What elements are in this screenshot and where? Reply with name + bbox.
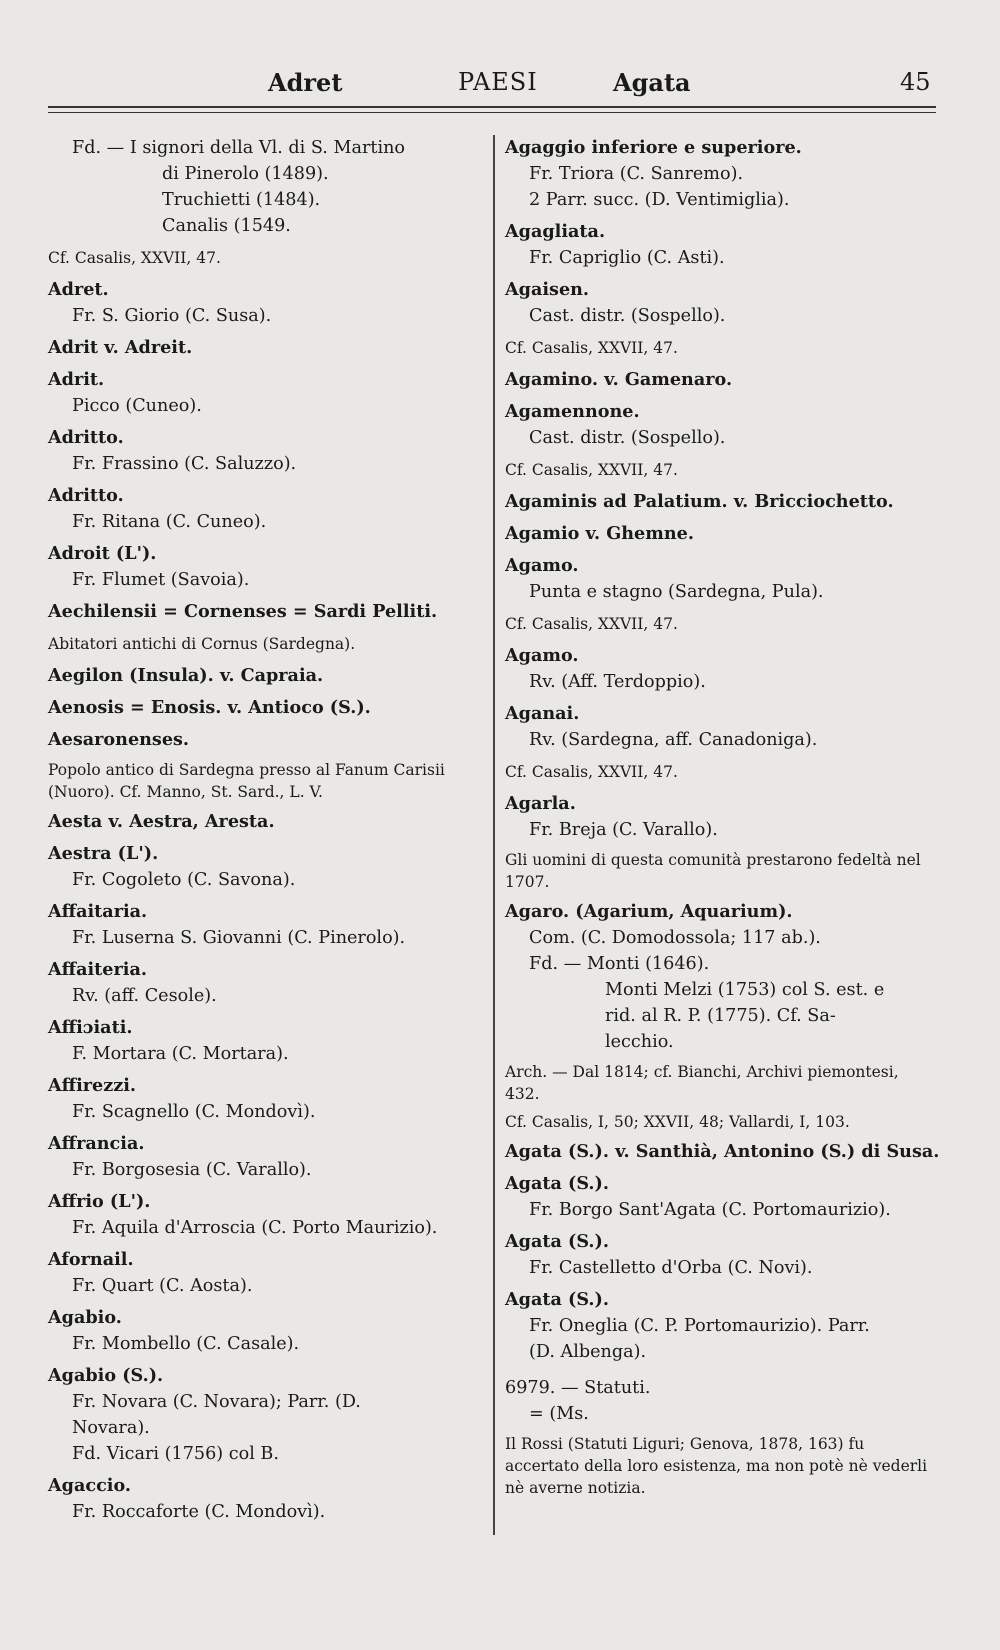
header-rule-thick bbox=[48, 106, 936, 108]
reference-note: Cf. Casalis, XXVII, 47. bbox=[505, 763, 678, 781]
entry-heading: Adritto. bbox=[48, 427, 124, 448]
entry-heading: Agaggio inferiore e superiore. bbox=[505, 137, 802, 158]
entry-heading: Agabio (S.). bbox=[48, 1365, 164, 1386]
entry-line: Fr. Quart (C. Aosta). bbox=[72, 1276, 253, 1296]
reference-note: Cf. Casalis, XXVII, 47. bbox=[505, 339, 678, 357]
entry-heading: Agaccio. bbox=[48, 1475, 132, 1496]
entry-heading: Agabio. bbox=[48, 1307, 122, 1328]
entry-heading: Agata (S.). v. Santhià, Antonino (S.) di Susa. bbox=[505, 1141, 940, 1162]
entry-line: Fr. Luserna S. Giovanni (C. Pinerolo). bbox=[72, 928, 406, 948]
entry-line: 2 Parr. succ. (D. Ventimiglia). bbox=[529, 190, 790, 210]
entry-heading: Agaisen. bbox=[505, 279, 590, 300]
entry-heading: Aesaronenses. bbox=[48, 729, 190, 750]
entry-heading: Agamennone. bbox=[505, 401, 640, 422]
entry-line: di Pinerolo (1489). bbox=[162, 164, 329, 184]
header-right-word: Agata bbox=[613, 68, 691, 97]
entry-line: Fr. Flumet (Savoia). bbox=[72, 570, 250, 590]
entry-line: Fr. Castelletto d'Orba (C. Novi). bbox=[529, 1258, 813, 1278]
page-number: 45 bbox=[900, 68, 931, 96]
reference-note: Cf. Casalis, XXVII, 47. bbox=[48, 249, 221, 267]
entry-heading: Adrit. bbox=[48, 369, 105, 390]
entry-heading: Agata (S.). bbox=[505, 1289, 609, 1310]
header-left-word: Adret bbox=[268, 68, 343, 97]
right-column bbox=[505, 135, 940, 1499]
entry-heading: Agata (S.). bbox=[505, 1231, 609, 1252]
reference-note: Cf. Casalis, XXVII, 47. bbox=[505, 615, 678, 633]
entry-heading: Agaminis ad Palatium. v. Bricciochetto. bbox=[505, 491, 894, 512]
entry-line: Truchietti (1484). bbox=[162, 190, 321, 210]
entry-line: Fr. Frassino (C. Saluzzo). bbox=[72, 454, 297, 474]
left-column bbox=[48, 135, 478, 1525]
entry-heading: Affrancia. bbox=[48, 1133, 145, 1154]
entry-line: Fr. Capriglio (C. Asti). bbox=[529, 248, 725, 268]
entry-heading: Affirezzi. bbox=[48, 1075, 137, 1096]
entry-heading: Adritto. bbox=[48, 485, 124, 506]
entry-heading: Aganai. bbox=[505, 703, 580, 724]
entry-line: Rv. (aff. Cesole). bbox=[72, 986, 217, 1006]
entry-line: Monti Melzi (1753) col S. est. e bbox=[605, 980, 885, 1000]
entry-heading: Agagliata. bbox=[505, 221, 606, 242]
entry-line: Rv. (Sardegna, aff. Canadoniga). bbox=[529, 730, 818, 750]
entry-line: Punta e stagno (Sardegna, Pula). bbox=[529, 582, 824, 602]
entry-heading: Aesta v. Aestra, Aresta. bbox=[48, 811, 275, 832]
entry-heading: Agarla. bbox=[505, 793, 576, 814]
header-center-word: PAESI bbox=[458, 68, 538, 96]
entry-line: Fr. Roccaforte (C. Mondovì). bbox=[72, 1502, 326, 1522]
entry-line: Fr. Cogoleto (C. Savona). bbox=[72, 870, 296, 890]
reference-note: Arch. — Dal 1814; cf. Bianchi, Archivi piemontesi, 432. bbox=[505, 1063, 899, 1103]
entry-line: lecchio. bbox=[605, 1032, 674, 1052]
entry-line: Canalis (1549. bbox=[162, 216, 291, 236]
entry-line: Fr. Ritana (C. Cuneo). bbox=[72, 512, 267, 532]
entry-line: Novara). bbox=[72, 1418, 150, 1438]
entry-heading: Aestra (L'). bbox=[48, 843, 159, 864]
entry-heading: Agamo. bbox=[505, 555, 579, 576]
entry-line: Com. (C. Domodossola; 117 ab.). bbox=[529, 928, 821, 948]
entry-heading: Aenosis = Enosis. v. Antioco (S.). bbox=[48, 697, 371, 718]
entry-heading: Affrio (L'). bbox=[48, 1191, 151, 1212]
entry-line: Fr. Triora (C. Sanremo). bbox=[529, 164, 744, 184]
reference-note: Il Rossi (Statuti Liguri; Genova, 1878, 163) fu accertato della loro esistenza, ma non potè nè vederli nè averne notizia. bbox=[505, 1435, 928, 1497]
running-header bbox=[0, 62, 1000, 106]
entry-line: Fr. Breja (C. Varallo). bbox=[529, 820, 718, 840]
entry-line: Fr. Borgo Sant'Agata (C. Portomaurizio). bbox=[529, 1200, 891, 1220]
reference-note: Cf. Casalis, I, 50; XXVII, 48; Vallardi, I, 103. bbox=[505, 1113, 850, 1131]
entry-heading: Adroit (L'). bbox=[48, 543, 157, 564]
entry-line: Fr. Scagnello (C. Mondovì). bbox=[72, 1102, 316, 1122]
entry-heading: Adrit v. Adreit. bbox=[48, 337, 193, 358]
entry-line: Cast. distr. (Sospello). bbox=[529, 428, 726, 448]
entry-heading: Afornail. bbox=[48, 1249, 134, 1270]
entry-heading: Agata (S.). bbox=[505, 1173, 609, 1194]
entry-line: Fr. Borgosesia (C. Varallo). bbox=[72, 1160, 312, 1180]
entry-line: rid. al R. P. (1775). Cf. Sa- bbox=[605, 1006, 836, 1026]
entry-heading: Agamo. bbox=[505, 645, 579, 666]
entry-line: (D. Albenga). bbox=[529, 1342, 647, 1362]
entry-line: Fr. Aquila d'Arroscia (C. Porto Maurizio). bbox=[72, 1218, 438, 1238]
entry-heading: Agaro. (Agarium, Aquarium). bbox=[505, 901, 793, 922]
entry-heading: Aechilensii = Cornenses = Sardi Pelliti. bbox=[48, 601, 438, 622]
entry-line: Fd. Vicari (1756) col B. bbox=[72, 1444, 279, 1464]
entry-line: Fd. — Monti (1646). bbox=[529, 954, 710, 974]
entry-heading: Aegilon (Insula). v. Capraia. bbox=[48, 665, 324, 686]
entry-line: Rv. (Aff. Terdoppio). bbox=[529, 672, 706, 692]
entry-heading: Agamio v. Ghemne. bbox=[505, 523, 694, 544]
entry-line: Fr. Novara (C. Novara); Parr. (D. bbox=[72, 1392, 361, 1412]
entry-line: Fr. Mombello (C. Casale). bbox=[72, 1334, 300, 1354]
entry-heading: Agamino. v. Gamenaro. bbox=[505, 369, 733, 390]
entry-line: Fd. — I signori della Vl. di S. Martino bbox=[72, 138, 406, 158]
header-rule-thin bbox=[48, 112, 936, 113]
entry-heading: Affaiteria. bbox=[48, 959, 147, 980]
reference-note: Abitatori antichi di Cornus (Sardegna). bbox=[48, 635, 356, 653]
entry-heading: Adret. bbox=[48, 279, 109, 300]
reference-note: Cf. Casalis, XXVII, 47. bbox=[505, 461, 678, 479]
column-divider bbox=[493, 135, 495, 1535]
entry-line: = (Ms. bbox=[529, 1404, 589, 1424]
entry-heading: Affiɔiati. bbox=[48, 1017, 133, 1038]
reference-note: Popolo antico di Sardegna presso al Fanum Carisii (Nuoro). Cf. Manno, St. Sard., L. V. bbox=[48, 761, 445, 801]
entry-line: Fr. S. Giorio (C. Susa). bbox=[72, 306, 272, 326]
reference-note: Gli uomini di questa comunità prestarono fedeltà nel 1707. bbox=[505, 851, 921, 891]
entry-line: Cast. distr. (Sospello). bbox=[529, 306, 726, 326]
entry-heading: Affaitaria. bbox=[48, 901, 148, 922]
entry-line: Fr. Oneglia (C. P. Portomaurizio). Parr. bbox=[529, 1316, 870, 1336]
entry-line: F. Mortara (C. Mortara). bbox=[72, 1044, 289, 1064]
entry-heading: 6979. — Statuti. bbox=[505, 1378, 651, 1398]
entry-line: Picco (Cuneo). bbox=[72, 396, 202, 416]
